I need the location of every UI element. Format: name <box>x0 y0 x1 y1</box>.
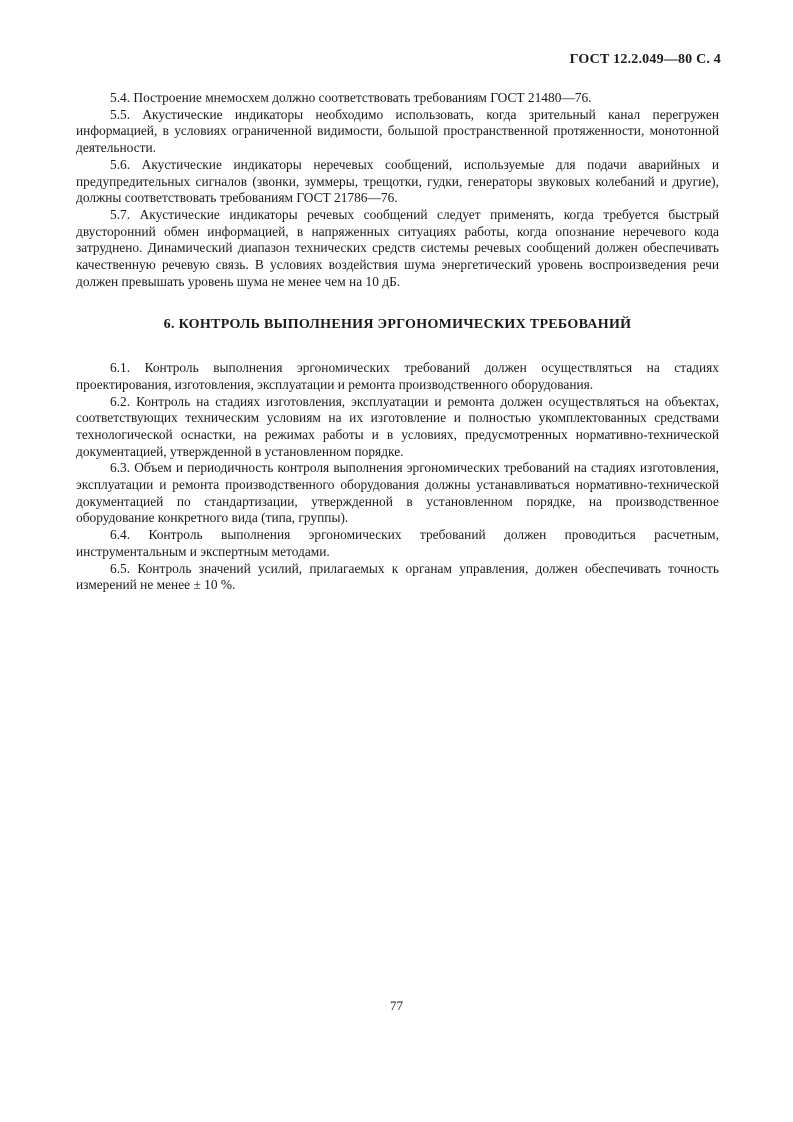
document-body <box>76 90 719 594</box>
paragraph-5-5: 5.5. Акустические индикаторы необходимо использовать, когда зрительный канал перегружен информацией, в условиях ограниченной видимости, большой пространственной протяженности, монотонной деятельности. <box>76 106 719 156</box>
page-number: 77 <box>390 998 403 1013</box>
paragraph-6-2: 6.2. Контроль на стадиях изготовления, эксплуатации и ремонта должен осуществляться на объектах, соответствующих техническим условиям на их изготовление и полностью укомплектованных средствами технологической оснастки, на режимах работы и в условиях, предусмотренных нормативно-технической документацией, утвержденной в установленном порядке. <box>76 393 719 459</box>
paragraph-6-3: 6.3. Объем и периодичность контроля выполнения эргономических требований на стадиях изготовления, эксплуатации и ремонта производственного оборудования должны устанавливаться нормативно-технической документацией по стандартизации, утвержденной в установленном порядке, на производственное оборудование конкретного вида (типа, группы). <box>76 460 719 526</box>
paragraph-6-1: 6.1. Контроль выполнения эргономических требований должен осуществляться на стадиях проектирования, изготовления, эксплуатации и ремонта производственного оборудования. <box>76 360 719 392</box>
paragraph-5-7: 5.7. Акустические индикаторы речевых сообщений следует применять, когда требуется быстрый двусторонний обмен информацией, в напряженных ситуациях работы, когда опознание неречевого кода затруднено. Динамический диапазон технических средств системы речевых сообщений должен обеспечивать качественную речевую связь. В условиях воздействия шума энергетический уровень воспроизведения речи должен превышать уровень шума не менее чем на 10 дБ. <box>76 206 719 289</box>
page-header-doc-ref: ГОСТ 12.2.049—80 С. 4 <box>569 52 721 67</box>
paragraph-5-6: 5.6. Акустические индикаторы неречевых сообщений, используемые для подачи аварийных и предупредительных сигналов (звонки, зуммеры, трещотки, гудки, генераторы звуковых колебаний и другие), должны соответствовать требованиям ГОСТ 21786—76. <box>76 156 719 206</box>
paragraph-6-5: 6.5. Контроль значений усилий, прилагаемых к органам управления, должен обеспечивать точность измерений не менее ± 10 %. <box>76 560 719 593</box>
paragraph-5-4: 5.4. Построение мнемосхем должно соответствовать требованиям ГОСТ 21480—76. <box>110 90 592 105</box>
paragraph-6-4: 6.4. Контроль выполнения эргономических требований должен проводиться расчетным, инструментальным и экспертным методами. <box>76 527 719 559</box>
section-title: 6. КОНТРОЛЬ ВЫПОЛНЕНИЯ ЭРГОНОМИЧЕСКИХ ТРЕБОВАНИЙ <box>163 317 632 333</box>
